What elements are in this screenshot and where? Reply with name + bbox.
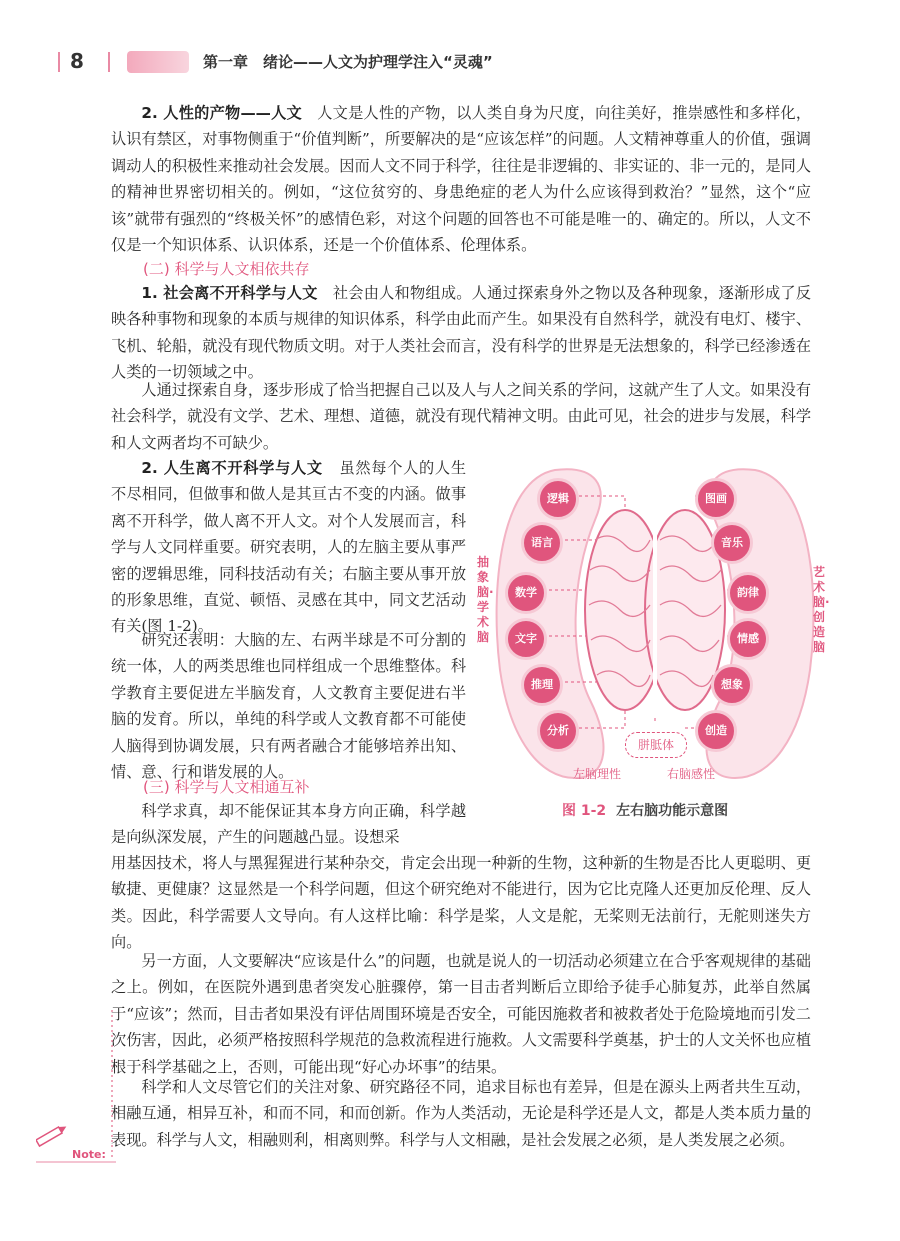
subheading: 2. 人性的产物——人文 [141, 104, 302, 122]
figure-number: 图 1-2 [562, 803, 607, 819]
left-side-label: 抽象脑·学术脑 [477, 555, 494, 644]
figure-caption [562, 800, 728, 820]
paragraph-science-direction-b: 用基因技术，将人与黑猩猩进行某种杂交，肯定会出现一种新的生物，这种新的生物是否比人更聪明、更敏捷、更健康？这显然是一个科学问题，但这个研究绝对不能进行，因为它比克隆人还更加反伦理、反人类。因此，科学需要人文导向。有人这样比喻：科学是桨，人文是舵，无桨则无法前行，无舵则迷失方向。 [111, 854, 811, 952]
right-function-node: 图画 [695, 478, 737, 520]
left-function-node: 推理 [521, 664, 563, 706]
paragraph-science-direction-a: 科学求真，却不能保证其本身方向正确，科学越是向纵深发展，产生的问题越凸显。设想采 [111, 802, 466, 847]
section-heading: (三) 科学与人文相通互补 [143, 778, 310, 796]
header-divider [108, 52, 110, 72]
subheading: 2. 人生离不开科学与人文 [141, 459, 323, 477]
left-function-node: 文字 [505, 618, 547, 660]
page-number: 8 [70, 49, 84, 73]
left-function-node: 分析 [537, 710, 579, 752]
page-header [0, 44, 900, 78]
left-function-node: 语言 [521, 522, 563, 564]
left-function-node: 数学 [505, 572, 547, 614]
right-function-node: 韵律 [727, 572, 769, 614]
right-function-node: 音乐 [711, 522, 753, 564]
subheading: 1. 社会离不开科学与人文 [141, 284, 318, 302]
note-label: Note: [72, 1148, 106, 1161]
brain-function-figure [477, 460, 830, 790]
right-function-node: 想象 [711, 664, 753, 706]
chapter-title: 第一章 绪论——人文为护理学注入“灵魂” [203, 53, 493, 71]
section-heading: (二) 科学与人文相依共存 [143, 260, 310, 278]
paragraph-brain-research: 研究还表明：大脑的左、右两半球是不可分割的统一体，人的两类思维也同样组成一个思维整体。科学教育主要促进左半脑发育，人文教育主要促进右半脑的发育。所以，单纯的科学或人文教育都不可能使人脑得到协调发展，只有两者融合才能够培养出知、情、意、行和谐发展的人。 [111, 631, 466, 782]
paragraph-life: 2. 人生离不开科学与人文 虽然每个人的人生不尽相同，但做事和做人是其亘古不变的内涵。做事离不开科学，做人离不开人文。对个人发展而言，科学与人文同样重要。研究表明，人的左脑主要从事严密的逻辑思维，同科技活动有关；右脑主要从事开放的形象思维，直觉、顿悟、灵感在其中，同文艺活动有关(图 1-2)。 [111, 459, 467, 636]
right-function-node: 情感 [727, 618, 769, 660]
figure-title: 左右脑功能示意图 [616, 803, 729, 819]
paragraph-humanities-product: 2. 人性的产物——人文 人文是人性的产物，以人类自身为尺度，向往美好，推崇感性和多样化，认识有禁区，对事物侧重于“价值判断”，所要解决的是“应该怎样”的问题。人文精神尊重人的价值，强调调动人的积极性来推动社会发展。因而人文不同于科学，往往是非逻辑的、非实证的、非一元的，是同人的精神世界密切相关的。例如，“这位贫穷的、身患绝症的老人为什么应该得到救治？”显然，这个“应该”就带有强烈的“终极关怀”的感情色彩，对这个问题的回答也不可能是唯一的、确定的。所以，人文不仅是一个知识体系、认识体系，还是一个价值体系、伦理体系。 [111, 104, 812, 255]
header-divider [58, 52, 60, 72]
pencil-icon [36, 1124, 68, 1147]
paragraph-humanities-origin: 人通过探索自身，逐步形成了恰当把握自己以及人与人之间关系的学问，这就产生了人文。如果没有社会科学，就没有文学、艺术、理想、道德，就没有现代精神文明。由此可见，社会的进步与发展，科学和人文两者均不可缺少。 [111, 381, 811, 452]
left-function-node: 逻辑 [537, 478, 579, 520]
header-decoration [127, 51, 189, 73]
left-brain-label: 左脑理性 [573, 767, 622, 781]
right-side-label: 艺术脑·创造脑 [813, 565, 830, 654]
corpus-callosum-label: 胼胝体 [625, 732, 687, 758]
paragraph-humanities-basis: 另一方面，人文要解决“应该是什么”的问题，也就是说人的一切活动必须建立在合乎客观规律的基础之上。例如，在医院外遇到患者突发心脏骤停，第一目击者判断后立即给予徒手心肺复苏，此举自然属于“应该”；然而，目击者如果没有评估周围环境是否安全，可能因施救者和被救者处于危险境地而引发二次伤害，因此，必须严格按照科学规范的急救流程进行施救。人文需要科学奠基，护士的人文关怀也应植根于科学基础之上，否则，可能出现“好心办坏事”的结果。 [111, 952, 811, 1076]
right-brain-label: 右脑感性 [667, 767, 716, 781]
right-function-node: 创造 [695, 710, 737, 752]
paragraph-fusion: 科学和人文尽管它们的关注对象、研究路径不同，追求目标也有差异，但是在源头上两者共生互动，相融互通，相异互补，和而不同，和而创新。作为人类活动，无论是科学还是人文，都是人类本质力量的表现。科学与人文，相融则利，相离则弊。科学与人文相融，是社会发展之必须，是人类发展之必须。 [111, 1078, 811, 1149]
paragraph-society: 1. 社会离不开科学与人文 社会由人和物组成。人通过探索身外之物以及各种现象，逐渐形成了反映各种事物和现象的本质与规律的知识体系，科学由此而产生。如果没有自然科学，就没有电灯、楼宇、飞机、轮船，就没有现代物质文明。对于人类社会而言，没有科学的世界是无法想象的，科学已经渗透在人类的一切领域之中。 [111, 284, 812, 382]
